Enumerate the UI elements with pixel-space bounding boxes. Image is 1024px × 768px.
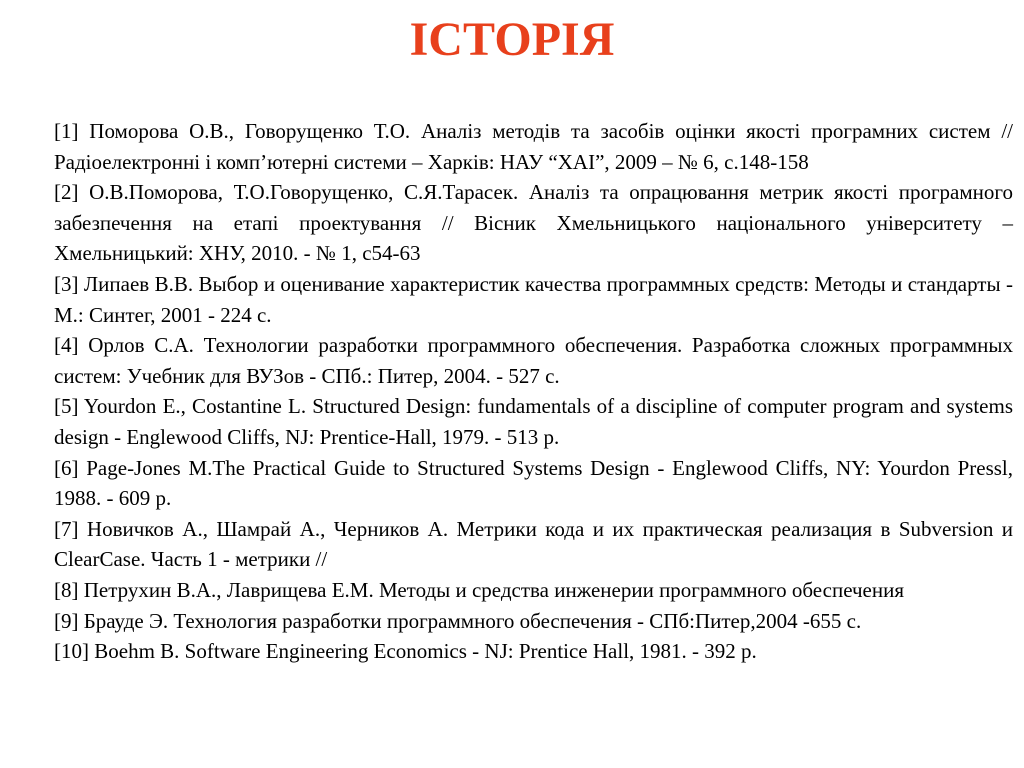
- reference-item-3: [3] Липаев В.В. Выбор и оценивание характеристик качества программных средств: Методы и стандарты - М.: Синтег, 2001 - 224 с.: [54, 271, 1013, 327]
- reference-item-5: [5] Yourdon E., Costantine L. Structured Design: fundamentals of a discipline of computer program and systems design - Englewood Cliffs, NJ: Prentice-Hall, 1979. - 513 p.: [54, 394, 1013, 449]
- reference-item-10: [10] Boehm B. Software Engineering Economics - NJ: Prentice Hall, 1981. - 392 p.: [54, 639, 757, 664]
- reference-item-8: [8] Петрухин В.А., Лаврищева Е.М. Методы и средства инженерии программного обеспечения: [54, 577, 905, 602]
- reference-item-7: [7] Новичков А., Шамрай А., Черников А. Метрики кода и их практическая реализация в Subversion и ClearCase. Часть 1 - метрики //: [54, 516, 1013, 572]
- reference-item-1: [1] Поморова О.В., Говорущенко Т.О. Аналіз методів та засобів оцінки якості програмних систем // Радіоелектронні і комп’ютерні системи – Харків: НАУ “ХАІ”, 2009 – № 6, с.148-158: [54, 119, 1013, 174]
- slide-title: ІСТОРІЯ: [409, 13, 615, 66]
- reference-item-9: [9] Брауде Э. Технология разработки программного обеспечения - СПб:Питер,2004 -655 с.: [54, 608, 862, 633]
- reference-list: [54, 116, 1013, 667]
- reference-item-6: [6] Page-Jones M.The Practical Guide to Structured Systems Design - Englewood Cliffs, NY: Yourdon Pressl, 1988. - 609 p.: [54, 455, 1013, 511]
- reference-item-4: [4] Орлов С.А. Технологии разработки программного обеспечения. Разработка сложных программных систем: Учебник для ВУЗов - СПб.: Питер, 2004. - 527 с.: [54, 333, 1013, 388]
- reference-item-2: [2] О.В.Поморова, Т.О.Говорущенко, С.Я.Тарасек. Аналіз та опрацювання метрик якості програмного забезпечення на етапі проектування // Вісник Хмельницького національного університету – Хмельницький: ХНУ, 2010. - № 1, с54-63: [54, 180, 1013, 266]
